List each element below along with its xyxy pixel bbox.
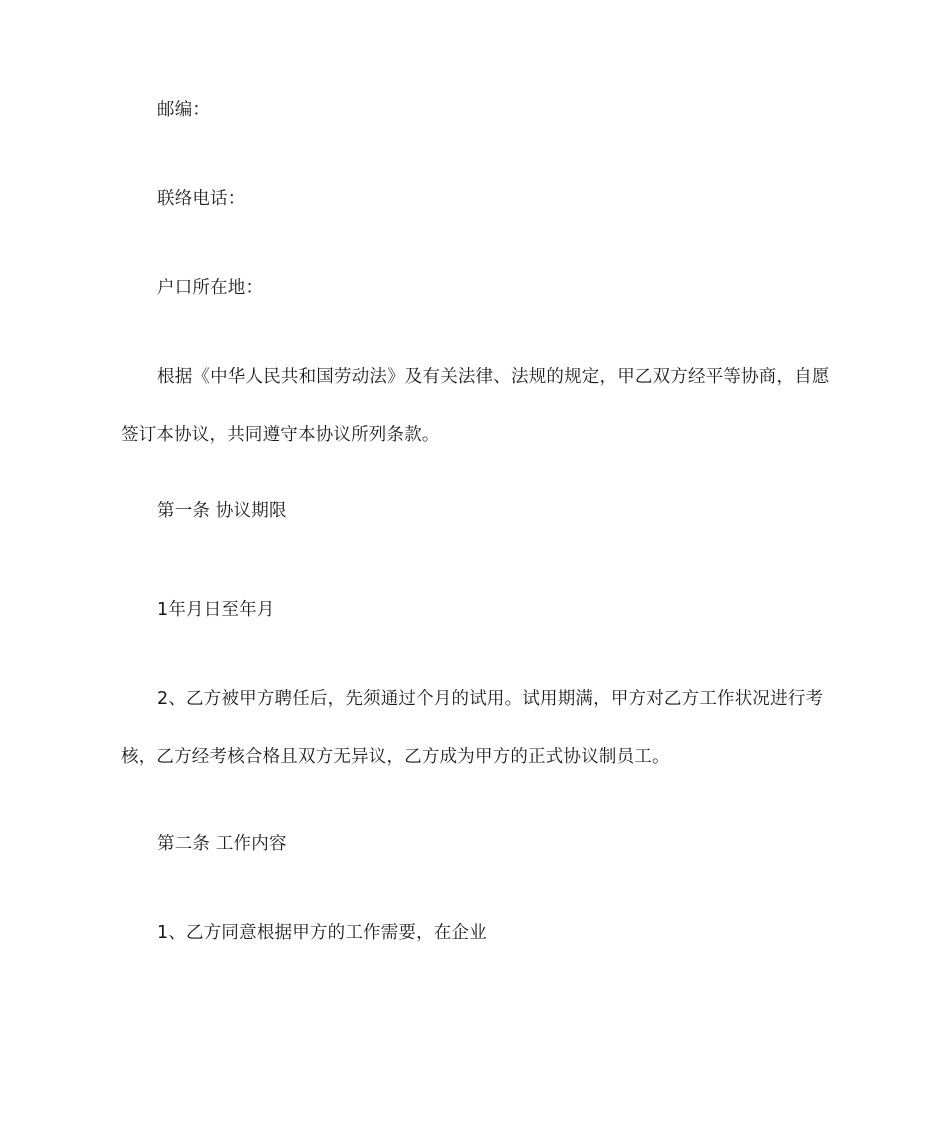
article-2-heading: 第二条 工作内容 [157,834,287,854]
article-2-clause-1: 1、乙方同意根据甲方的工作需要，在企业 [157,923,487,943]
article-1-heading: 第一条 协议期限 [157,501,287,521]
preamble-paragraph: 根据《中华人民共和国劳动法》及有关法律、法规的规定，甲乙双方经平等协商，自愿签订本协议，共同遵守本协议所列条款。 [121,367,830,445]
household-registration-label: 户口所在地： [157,278,264,298]
postal-code-label: 邮编： [157,100,211,120]
article-1-clause-2: 2、乙方被甲方聘任后，先须通过个月的试用。试用期满，甲方对乙方工作状况进行考核，乙方经考核合格且双方无异议，乙方成为甲方的正式协议制员工。 [121,689,824,767]
contact-phone-label: 联络电话： [157,189,246,209]
article-1-clause-1: 1年月日至年月 [157,600,275,620]
